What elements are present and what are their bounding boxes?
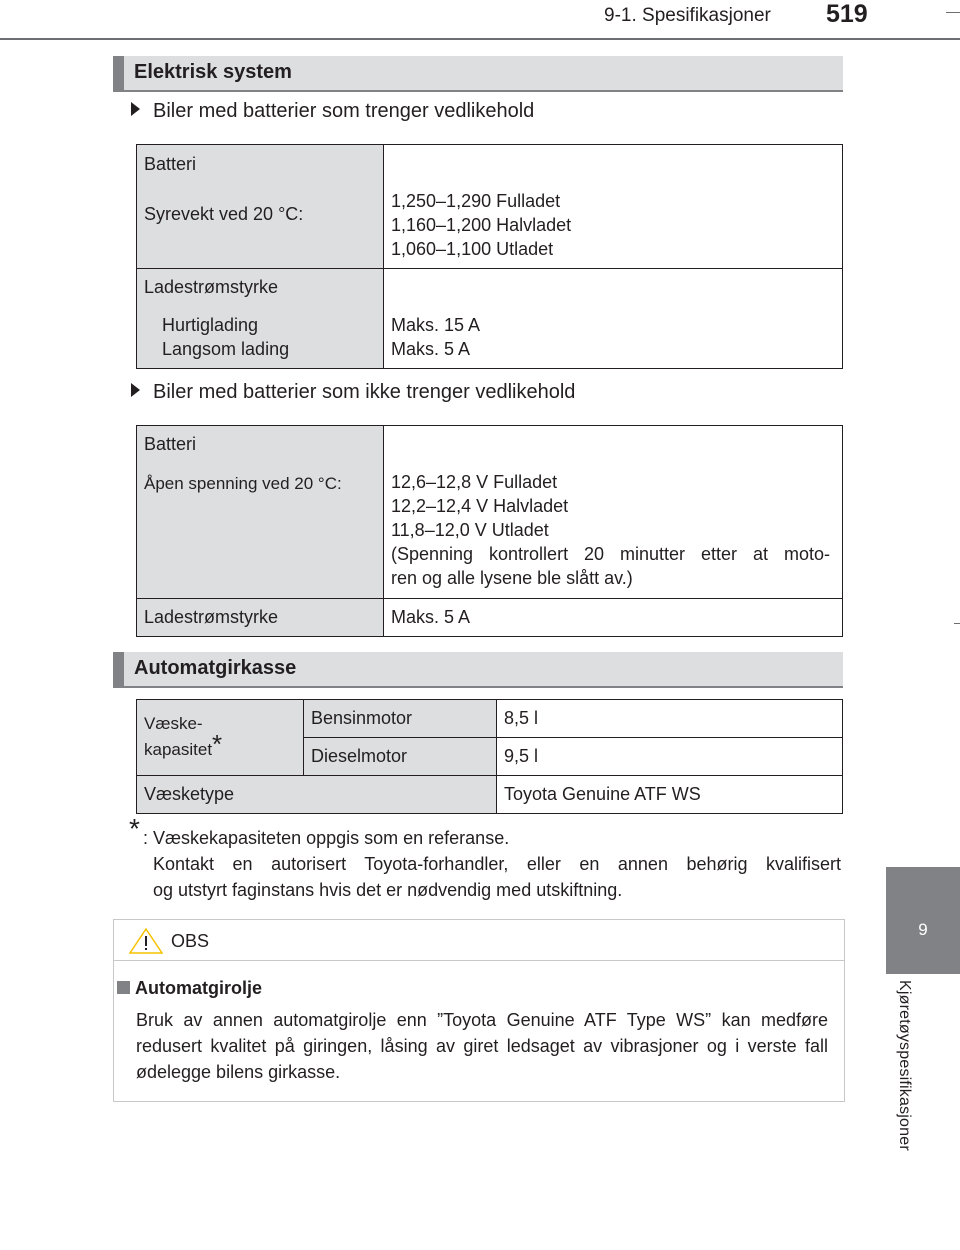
capacity-label-text: kapasitet [144, 740, 213, 759]
fluid-type-label: Væsketype [137, 776, 497, 814]
warning-triangle-icon [129, 928, 163, 954]
slow-charging-value: Maks. 5 A [391, 339, 471, 359]
section-heading-transmission [113, 652, 843, 688]
footnote-text: og utstyrt faginstans hvis det er nødvendig med utskiftning. [153, 880, 623, 900]
charging-label: Ladestrømstyrke [144, 277, 279, 297]
capacity-label: Væske- [144, 714, 203, 733]
voltage-note: ren og alle lysene ble slått av.) [391, 568, 633, 588]
page-number: 519 [826, 0, 868, 28]
chapter-tab [886, 867, 960, 974]
footnote-text: : Væskekapasiteten oppgis som en referanse. [143, 828, 510, 848]
arrow-right-icon [131, 102, 140, 116]
heading-bar [113, 652, 124, 686]
gravity-value: 1,250–1,290 Fulladet [391, 191, 561, 211]
transmission-table [136, 699, 843, 814]
subheading-text: Biler med batterier som ikke trenger vedlikehold [153, 381, 576, 403]
section-heading-text: Automatgirkasse [134, 657, 297, 679]
square-bullet-icon [117, 981, 130, 994]
gravity-label: Syrevekt ved 20 °C: [144, 204, 304, 224]
voltage-label: Åpen spenning ved 20 °C: [144, 474, 342, 493]
table-label-cell [137, 269, 384, 369]
caution-title-text: Automatgirolje [135, 978, 263, 998]
table-row [137, 145, 843, 269]
battery-table-maintenance-free [136, 425, 843, 637]
running-header-section: 9-1. Spesifikasjoner [604, 5, 771, 26]
fluid-type-value: Toyota Genuine ATF WS [497, 776, 843, 814]
crop-mark [954, 623, 960, 624]
table-label-cell [137, 426, 384, 599]
table-value-cell [384, 269, 843, 369]
table-label-cell [137, 145, 384, 269]
voltage-value: 12,2–12,4 V Halvladet [391, 496, 569, 516]
subheading-maintenance-free-battery [131, 381, 575, 404]
chapter-number: 9 [918, 920, 928, 939]
caution-title [117, 978, 262, 999]
petrol-engine-label: Bensinmotor [304, 700, 497, 738]
table-value-cell [384, 145, 843, 269]
caution-body: Bruk av annen automatgirolje enn ”Toyota Genuine ATF Type WS” kan medføre redusert kvalitet på giringen, låsing av giret ledsaget av vibrasjoner og i verste fall ødelegge bilens girkasse. [136, 1010, 828, 1082]
battery-table-maintenance [136, 144, 843, 369]
footnote-marker: * [129, 813, 140, 844]
table-value-cell [384, 426, 843, 599]
caution-label: OBS [171, 931, 210, 951]
table-row [137, 426, 843, 599]
table-row [137, 269, 843, 369]
arrow-right-icon [131, 383, 140, 397]
diesel-capacity-value: 9,5 l [497, 738, 843, 776]
charging-value: Maks. 5 A [384, 599, 843, 637]
diesel-engine-label: Dieselmotor [304, 738, 497, 776]
subheading-maintenance-battery [131, 100, 534, 123]
petrol-capacity-value: 8,5 l [497, 700, 843, 738]
section-heading-electrical [113, 56, 843, 92]
slow-charging-label: Langsom lading [162, 339, 290, 359]
capacity-label [144, 729, 303, 761]
fast-charging-label: Hurtiglading [162, 315, 259, 335]
battery-label: Batteri [144, 154, 197, 174]
gravity-value: 1,160–1,200 Halvladet [391, 215, 572, 235]
voltage-value: 12,6–12,8 V Fulladet [391, 472, 558, 492]
voltage-value: 11,8–12,0 V Utladet [391, 520, 549, 540]
section-heading-text: Elektrisk system [134, 61, 292, 83]
table-row [137, 599, 843, 637]
charging-label: Ladestrømstyrke [137, 599, 384, 637]
caution-header [114, 920, 844, 961]
chapter-title: Kjøretøyspesifikasjoner [896, 980, 913, 1151]
footnote-text: Kontakt en autorisert Toyota-forhandler, eller en annen behørig kvalifisert [153, 854, 841, 874]
caution-box [113, 919, 845, 1102]
fast-charging-value: Maks. 15 A [391, 315, 481, 335]
capacity-label-cell [137, 700, 304, 776]
gravity-value: 1,060–1,100 Utladet [391, 239, 554, 259]
heading-bar [113, 56, 124, 90]
battery-label: Batteri [144, 434, 197, 454]
crop-mark [946, 12, 960, 13]
voltage-note: (Spenning kontrollert 20 minutter etter at moto- [391, 544, 830, 564]
header-rule [0, 38, 960, 40]
footnote-marker: * [212, 729, 223, 759]
table-row [137, 776, 843, 814]
table-row [137, 700, 843, 738]
subheading-text: Biler med batterier som trenger vedlikehold [153, 100, 535, 122]
